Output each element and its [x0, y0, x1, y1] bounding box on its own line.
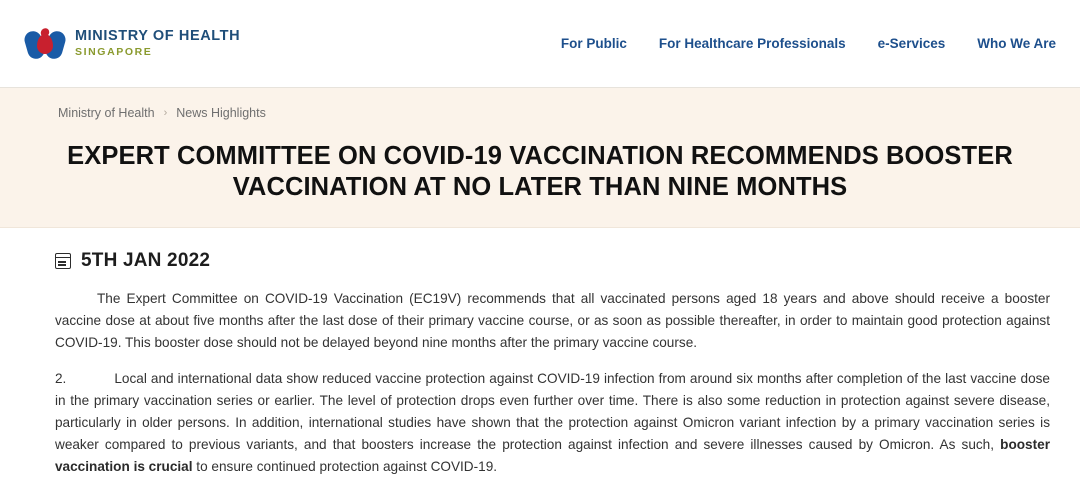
paragraph-2-text-part1: Local and international data show reduced vaccine protection against COVID-19 infection from around six months after completion of the last vaccine dose in the primary vaccination series or earlier. The level of protection drops even further over time. There is also some reduction in protection against severe disease, particularly in older persons. In addition, international studies have shown that the protection against Omicron variant infection by a primary vaccination series is weaker compared to previous variants, and that boosters increase the protection against infection and severe illnesses caused by Omicron. As such,	[55, 371, 1050, 453]
breadcrumb-item-news-highlights[interactable]: News Highlights	[176, 106, 266, 120]
breadcrumb-separator-icon: ›	[163, 107, 168, 119]
article-paragraph-2	[55, 368, 1054, 478]
site-logo[interactable]	[26, 22, 240, 66]
main-navigation	[561, 36, 1056, 51]
page-title: EXPERT COMMITTEE ON COVID-19 VACCINATION RECOMMENDS BOOSTER VACCINATION AT NO LATER THAN NINE MONTHS	[67, 142, 1013, 202]
article-body	[0, 228, 1080, 478]
paragraph-2-text-part2: to ensure continued protection against COVID-19.	[192, 459, 498, 475]
moh-lotus-logo-icon	[26, 22, 64, 66]
paragraph-2-number: 2.	[55, 371, 67, 387]
title-band	[0, 88, 1080, 228]
article-date: 5TH JAN 2022	[81, 250, 211, 272]
nav-item-e-services[interactable]: e-Services	[877, 36, 946, 51]
nav-item-who-we-are[interactable]: Who We Are	[977, 36, 1056, 51]
breadcrumb-item-ministry-of-health[interactable]: Ministry of Health	[58, 106, 155, 120]
article-date-row	[55, 250, 1054, 272]
paragraph-1-text: The Expert Committee on COVID-19 Vaccination (EC19V) recommends that all vaccinated persons aged 18 years and above should receive a booster vaccine dose at about five months after the last dose of their primary vaccine course, or as soon as possible thereafter, in order to maintain good protection against COVID-19. This booster dose should not be delayed beyond nine months after the primary vaccine course.	[55, 291, 1050, 351]
site-header	[0, 0, 1080, 88]
article-paragraph-1	[55, 288, 1054, 354]
brand-title: MINISTRY OF HEALTH	[75, 27, 241, 44]
nav-item-for-public[interactable]: For Public	[560, 36, 627, 51]
paragraph-2-bold-phrase: booster vaccination is crucial	[55, 437, 1050, 475]
calendar-icon	[55, 253, 71, 269]
nav-item-for-healthcare-professionals[interactable]: For Healthcare Professionals	[658, 36, 846, 51]
brand-subtitle: SINGAPORE	[75, 45, 153, 58]
breadcrumb	[0, 106, 1080, 120]
